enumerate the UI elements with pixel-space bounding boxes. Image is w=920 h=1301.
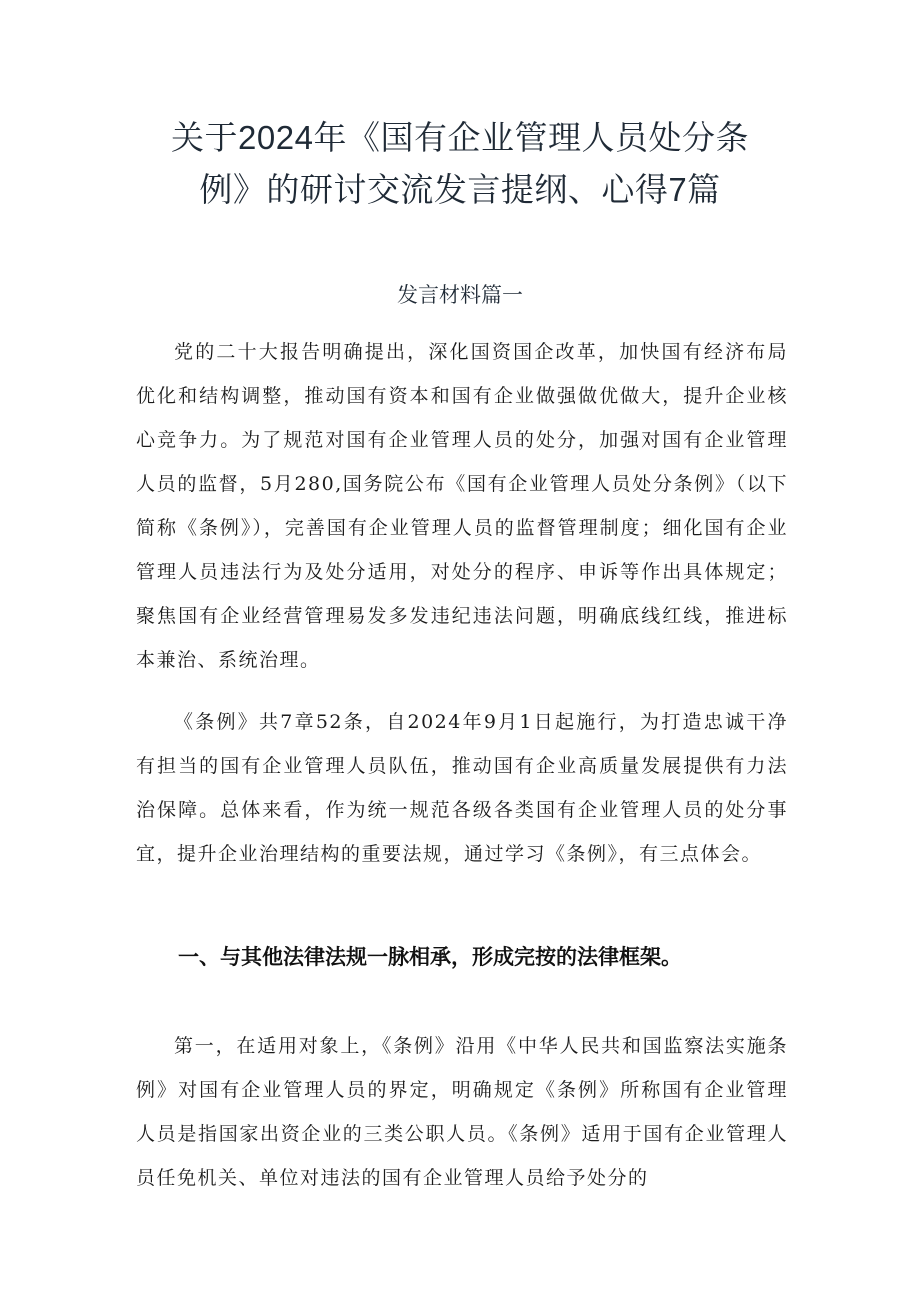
heading-point-one: 一、与其他法律法规一脉相承，形成完按的法律框架。	[178, 946, 682, 969]
paragraph-overview: 《条例》共7章52条，自2024年9月1日起施行，为打造忠诚干净有担当的国有企业管理人员队伍，推动国有企业高质量发展提供有力法治保障。总体来看，作为统一规范各级各类国有企业管理人员的处分事宜，提升企业治理结构的重要法规，通过学习《条例》，有三点体会。	[136, 711, 788, 865]
paragraph-intro: 党的二十大报告明确提出，深化国资国企改革，加快国有经济布局优化和结构调整，推动国有资本和国有企业做强做优做大，提升企业核心竞争力。为了规范对国有企业管理人员的处分，加强对国有企业管理人员的监督，5月280,国务院公布《国有企业管理人员处分条例》（以下简称《条例》），完善国有企业管理人员的监督管理制度；细化国有企业管理人员违法行为及处分适用，对处分的程序、申诉等作出具体规定；聚焦国有企业经营管理易发多发违纪违法问题，明确底线红线，推进标本兼治、系统治理。	[136, 341, 788, 671]
document-title: 关于2024年《国有企业管理人员处分条例》的研讨交流发言提纲、心得7篇	[171, 119, 749, 208]
section-title: 发言材料篇一	[397, 284, 523, 307]
paragraph-point-one: 第一，在适用对象上，《条例》沿用《中华人民共和国监察法实施条例》对国有企业管理人员的界定，明确规定《条例》所称国有企业管理人员是指国家出资企业的三类公职人员。《条例》适用于国有企业管理人员任免机关、单位对违法的国有企业管理人员给予处分的	[136, 1035, 788, 1189]
